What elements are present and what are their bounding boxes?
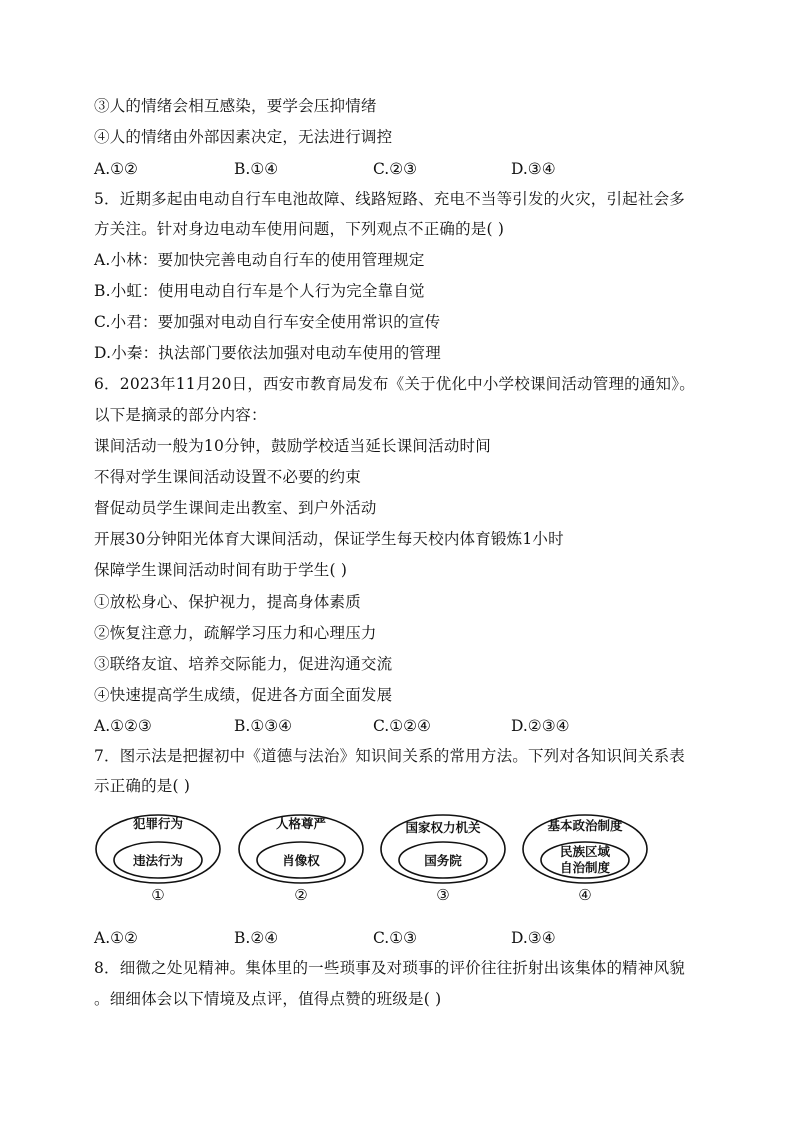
q6-option-d: D.②③④ — [511, 717, 570, 735]
q6-option-c: C.①②④ — [373, 717, 431, 735]
q4-option-b: B.①④ — [234, 160, 279, 178]
diagram-2-number: ② — [294, 886, 308, 904]
q4-option-c: C.②③ — [373, 160, 418, 178]
q6-option-b: B.①③④ — [234, 717, 293, 735]
q7-stem-line2: 示正确的是( ) — [94, 777, 191, 795]
diagram-4 — [523, 815, 647, 904]
diagram-2-inner-label: 肖像权 — [282, 853, 320, 868]
q7-option-d: D.③④ — [511, 929, 556, 947]
q7-option-c: C.①③ — [373, 929, 418, 947]
q4-option-d: D.③④ — [511, 160, 556, 178]
q7-stem-line1: 7．图示法是把握初中《道德与法治》知识间关系的常用方法。下列对各知识间关系表 — [94, 747, 685, 765]
diagram-2-outer-label: 人格尊严 — [275, 816, 327, 831]
diagram-1-number: ① — [151, 886, 165, 904]
q6-excerpt-1: 课间活动一般为10分钟，鼓励学校适当延长课间活动时间 — [94, 437, 491, 455]
diagram-4-number: ④ — [578, 886, 592, 904]
diagram-3-number: ③ — [436, 886, 450, 904]
diagram-4-inner-label-2: 自治制度 — [559, 860, 611, 875]
q7-option-a: A.①② — [94, 929, 138, 947]
q6-statement-1: ①放松身心、保护视力，提高身体素质 — [94, 593, 361, 611]
q6-statement-2: ②恢复注意力，疏解学习压力和心理压力 — [94, 624, 377, 642]
diagram-3-outer-label: 国家权力机关 — [405, 820, 481, 835]
diagram-4-inner-label-1: 民族区域 — [559, 844, 611, 859]
q6-question: 保障学生课间活动时间有助于学生( ) — [94, 561, 348, 579]
q6-stem-line1: 6．2023年11月20日，西安市教育局发布《关于优化中小学校课间活动管理的通知》。 — [94, 375, 695, 393]
q5-option-a: A.小林：要加快完善电动自行车的使用管理规定 — [94, 251, 425, 269]
diagram-4-outer-label: 基本政治制度 — [547, 818, 623, 833]
diagram-1-outer-label: 犯罪行为 — [132, 816, 184, 831]
q5-option-c: C.小君：要加强对电动自行车安全使用常识的宣传 — [94, 313, 441, 331]
q6-excerpt-3: 督促动员学生课间走出教室、到户外活动 — [94, 499, 377, 517]
diagram-3 — [381, 815, 505, 904]
q6-excerpt-4: 开展30分钟阳光体育大课间活动，保证学生每天校内体育锻炼1小时 — [94, 530, 564, 548]
q7-diagram — [94, 808, 694, 908]
q8-stem-line2: 。细细体会以下情境及点评，值得点赞的班级是( ) — [94, 990, 442, 1008]
diagram-2 — [239, 815, 363, 904]
q6-option-a: A.①②③ — [94, 717, 152, 735]
q5-stem-line2: 方关注。针对身边电动车使用问题，下列观点不正确的是( ) — [94, 220, 505, 238]
diagram-1 — [96, 815, 220, 904]
q5-option-b: B.小虹：使用电动自行车是个人行为完全靠自觉 — [94, 282, 425, 300]
line-q4-item4: ④人的情绪由外部因素决定，无法进行调控 — [94, 128, 393, 146]
q5-stem-line1: 5．近期多起由电动自行车电池故障、线路短路、充电不当等引发的火灾，引起社会多 — [94, 190, 685, 208]
q8-stem-line1: 8．细微之处见精神。集体里的一些琐事及对琐事的评价往往折射出该集体的精神风貌 — [94, 959, 685, 977]
q6-statement-4: ④快速提高学生成绩，促进各方面全面发展 — [94, 686, 393, 704]
q7-option-b: B.②④ — [234, 929, 279, 947]
q5-option-d: D.小秦：执法部门要依法加强对电动车使用的管理 — [94, 344, 441, 362]
diagram-1-inner-label: 违法行为 — [132, 853, 184, 868]
line-q4-item3: ③人的情绪会相互感染，要学会压抑情绪 — [94, 97, 377, 115]
q6-statement-3: ③联络友谊、培养交际能力，促进沟通交流 — [94, 655, 393, 673]
q6-excerpt-2: 不得对学生课间活动设置不必要的约束 — [94, 468, 361, 486]
q6-stem-line2: 以下是摘录的部分内容： — [94, 406, 267, 424]
diagram-3-inner-label: 国务院 — [424, 853, 462, 868]
q4-option-a: A.①② — [94, 160, 138, 178]
